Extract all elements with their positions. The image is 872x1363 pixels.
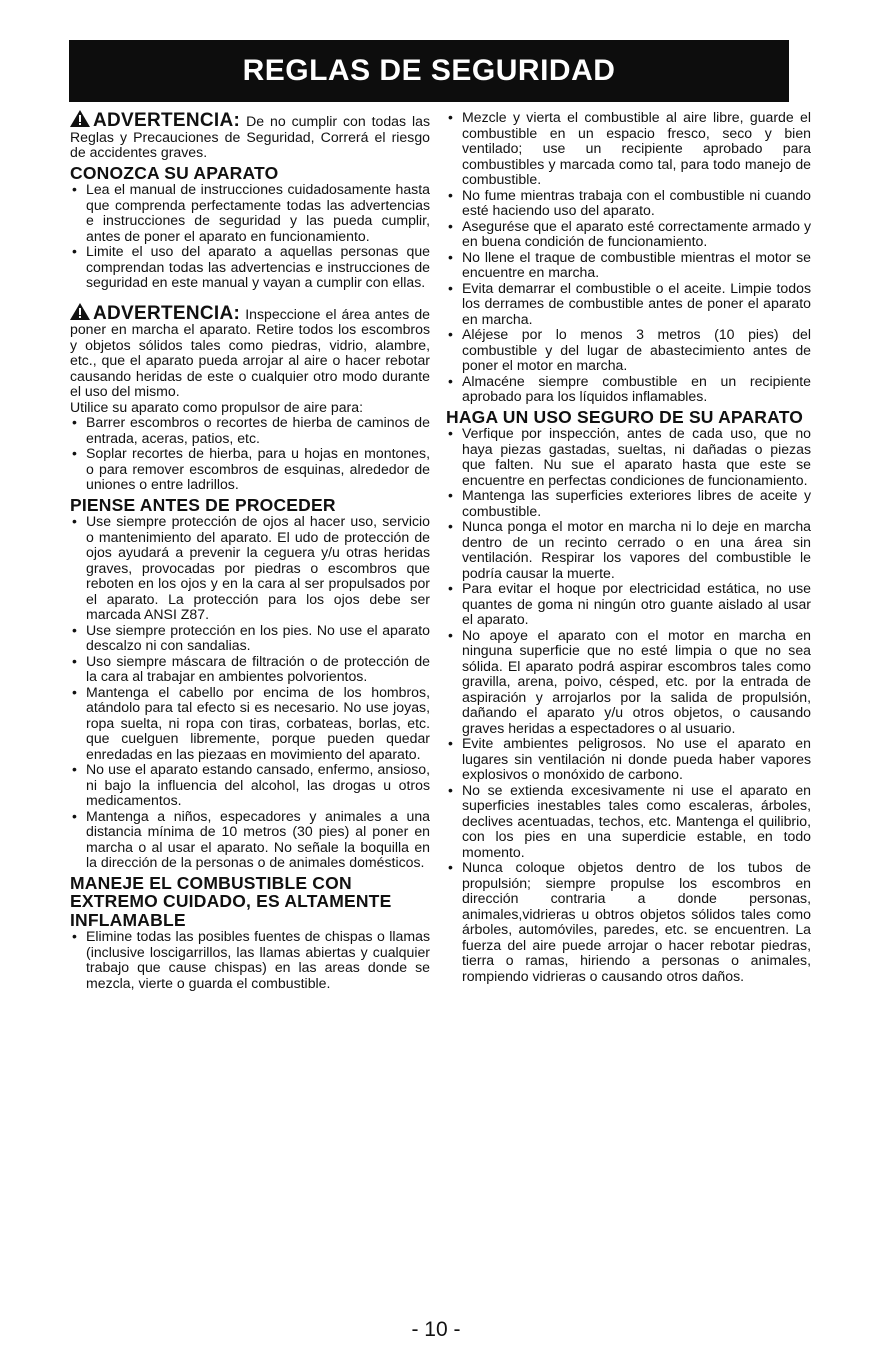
- list-item: • Soplar recortes de hierba, para u hojas en montones, o para remover escombros de esquinas, alrededor de uniones o entre ladrillos.: [70, 446, 430, 493]
- list-item: • Barrer escombros o recortes de hierba de caminos de entrada, aceras, patios, etc.: [70, 415, 430, 446]
- list-combustible: [70, 929, 430, 991]
- use-intro: Utilice su aparato como propulsor de aire para:: [70, 398, 363, 415]
- warning-text: De no cumplir con todas las Reglas y Precauciones de Seguridad, Correrá el riesgo de accidentes graves.: [70, 113, 430, 160]
- list-item: • Mantenga a niños, especadores y animales a una distancia mínima de 10 metros (30 pies) al poner en marcha o al usar el aparato. No señale la boquilla en la dirección de la personas o de animales domésticos.: [70, 809, 430, 871]
- list-item: • Nunca ponga el motor en marcha ni lo deje en marcha dentro de un recinto cerrado o en una área sin ventilación. Respirar los vapores del combustible le podría causar la muerte.: [446, 519, 811, 581]
- list-item: • No llene el traque de combustible mientras el motor se encuentre en marcha.: [446, 250, 811, 281]
- right-column: [446, 110, 811, 984]
- list-item: • Use siempre protección de ojos al hacer uso, servicio o mantenimiento del aparato. El udo de protección de ojos ayudará a prevenir la ceguera y/u otras heridas graves, provocadas por piedras o escombros que reboten en los ojos y en la cara al ser propulsados por el aparato. La protección para los ojos debe ser marcada ANSI Z87.: [70, 514, 430, 623]
- section-title-piense: PIENSE ANTES DE PROCEDER: [70, 494, 336, 515]
- section-title-uso-seguro: HAGA UN USO SEGURO DE SU APARATO: [446, 406, 804, 427]
- list-item: • No apoye el aparato con el motor en marcha en ninguna superficie que no esté limpia o que no sea sólida. El aparato podrá aspirar escombros tales como gravilla, arena, poivo, césped, etc. por la entrada de aspiración y arrojarlos por la salida de propulsión, dañando el aparato y/u otros objetos, o causando graves heridas a espectadores o al usuario.: [446, 628, 811, 737]
- list-item: • Evite ambientes peligrosos. No use el aparato en lugares sin ventilación ni donde pueda haber vapores explosivos o monóxido de carbono.: [446, 736, 811, 783]
- list-item: • No se extienda excesivamente ni use el aparato en superficies inestables tales como escaleras, árboles, declives acentuadas, techos, etc. Mantenga el quilibrio, con los pies en una superdicie estable, en todo momento.: [446, 783, 811, 861]
- list-item: • No use el aparato estando cansado, enfermo, ansioso, ni bajo la influencia del alcohol, las drogas u otros medicamentos.: [70, 762, 430, 809]
- list-item: • Limite el uso del aparato a aquellas personas que comprendan todas las advertencias e instrucciones de seguridad en este manual y vayan a cumplir con ellas.: [70, 244, 430, 291]
- warning-heading: ADVERTENCIA:: [70, 303, 240, 324]
- warning-triangle-icon: [70, 110, 90, 127]
- warning-block-1: [70, 110, 430, 161]
- list-uso-seguro: [446, 426, 811, 984]
- left-column: [70, 110, 430, 991]
- list-item: • Mantenga el cabello por encima de los hombros, atándolo para tal efecto si es necesario. No use joyas, ropa suelta, ni ropa con tiras, corbateas, borlas, etc. que cuelguen libremente, porque pueden quedar enredadas en las piezaas en movimiento del aparato.: [70, 685, 430, 763]
- list-item: • Nunca coloque objetos dentro de los tubos de propulsión; siempre propulse los escombros en dirección contraria a donde personas, animales,vidrieras u obtros objetos sólidos tales como árboles, automóviles, paredes, etc. se encuentren. La fuerza del aire puede arrojar o hacer rebotar piedras, tierra o ramas, hiriendo a personas o animales, rompiendo vidrieras o causando otros daños.: [446, 860, 811, 984]
- list-item: • Para evitar el hoque por electricidad estática, no use quantes de goma ni ningún otro guante aislado al usar el aparato.: [446, 581, 811, 628]
- warning-heading: ADVERTENCIA:: [70, 110, 240, 131]
- warning-text: Inspeccione el área antes de poner en marcha el aparato. Retire todos los escombros y objetos sólidos tales como piedras, vidrio, alambre, etc., que el aparato pueda arrojar al aire o hacer rebotar causando heridas de este o cualquier otro modo durante el uso del mismo.: [70, 305, 430, 399]
- list-item: • Mezcle y vierta el combustible al aire libre, guarde el combustible en un espacio fresco, seco y bien ventilado; use un recipiente aprobado para combustibles y marcada como tal, para todo manejo de combustible.: [446, 110, 811, 188]
- list-fuel: [446, 110, 811, 405]
- list-item: • No fume mientras trabaja con el combustible ni cuando esté haciendo uso del aparato.: [446, 188, 811, 219]
- list-item: • Almacéne siempre combustible en un recipiente aprobado para los líquidos inflamables.: [446, 374, 811, 405]
- list-item: • Lea el manual de instrucciones cuidadosamente hasta que comprenda perfectamente todas las advertencias e instrucciones de seguridad y las pueda cumplir, antes de poner el aparato en funcionamiento.: [70, 182, 430, 244]
- list-item: • Verfique por inspección, antes de cada uso, que no haya piezas gastadas, sueltas, ni dañadas o piezas que falten. Nu sue el aparato hasta que este se encuentre en perfectas condiciones de funcionamiento.: [446, 426, 811, 488]
- list-item: • Aléjese por lo menos 3 metros (10 pies) del combustible y del lugar de abastecimiento antes de poner el motor en marcha.: [446, 327, 811, 374]
- list-item: • Use siempre protección en los pies. No use el aparato descalzo ni con sandalias.: [70, 623, 430, 654]
- page-number: - 10 -: [411, 1318, 461, 1341]
- warning-triangle-icon: [70, 303, 90, 320]
- section-title-combustible: MANEJE EL COMBUSTIBLE CON EXTREMO CUIDADO, ES ALTAMENTE INFLAMABLE: [70, 872, 392, 930]
- page-banner: REGLAS DE SEGURIDAD: [69, 40, 789, 102]
- section-title-conozca: CONOZCA SU APARATO: [70, 162, 279, 183]
- list-use: [70, 415, 430, 493]
- warning-block-2: [70, 303, 430, 400]
- list-conozca: [70, 182, 430, 291]
- list-item: • Mantenga las superficies exteriores libres de aceite y combustible.: [446, 488, 811, 519]
- list-item: • Evita demarrar el combustible o el aceite. Limpie todos los derrames de combustible antes de poner el aparato en marcha.: [446, 281, 811, 328]
- list-item: • Uso siempre máscara de filtración o de protección de la cara al trabajar en ambientes polvorientos.: [70, 654, 430, 685]
- list-item: • Asegurése que el aparato esté correctamente armado y en buena condición de funcionamiento.: [446, 219, 811, 250]
- list-item: • Elimine todas las posibles fuentes de chispas o llamas (inclusive loscigarrillos, las llamas abiertas y cualquier trabajo que cause chispas) en las areas donde se mezcla, vierte o guarda el combustible.: [70, 929, 430, 991]
- list-piense: [70, 514, 430, 871]
